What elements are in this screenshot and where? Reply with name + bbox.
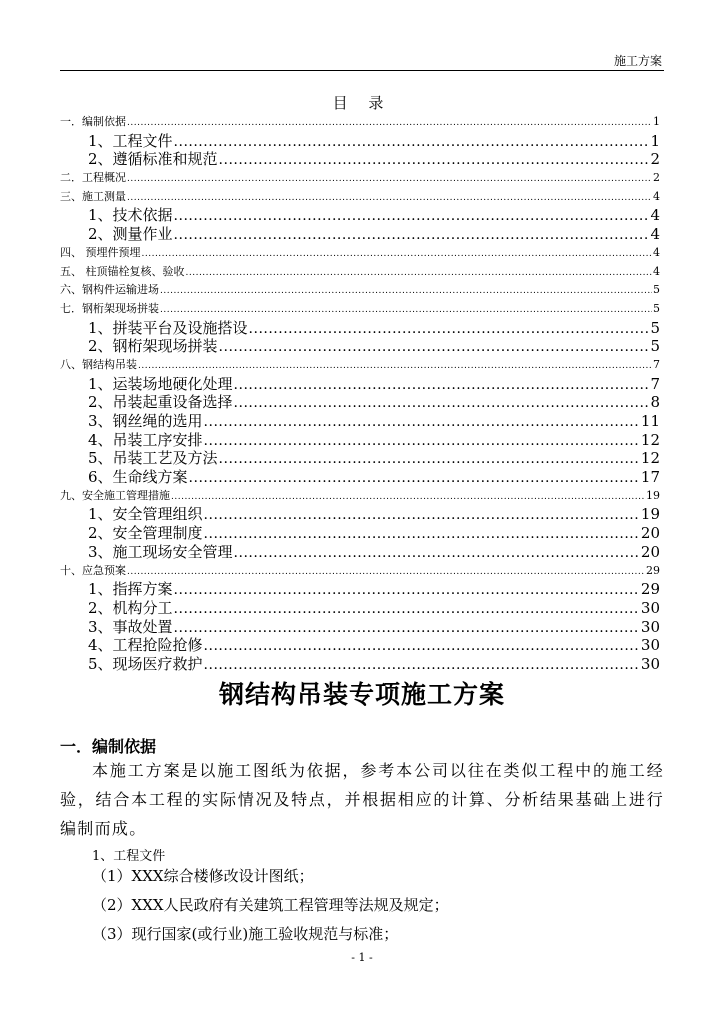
toc-entry-page: 19: [646, 488, 660, 502]
toc-entry-text: 四、 预埋件预埋: [60, 245, 141, 259]
toc-entry-page: 2: [653, 171, 660, 185]
toc-entry-page: 29: [646, 563, 660, 577]
toc-entry-text: 1、工程文件: [88, 131, 173, 150]
toc-entry-text: 一．编制依据: [60, 115, 126, 128]
toc-leader-dots: [234, 393, 650, 413]
toc-entry-page: 12: [640, 430, 660, 449]
toc-entry-text: 七．钢桁架现场拼装: [60, 301, 159, 315]
toc-leader-dots: [160, 281, 652, 301]
toc-entry-text: 二．工程概况: [60, 171, 126, 185]
toc-entry[interactable]: [60, 580, 660, 599]
toc-entry-page: 2: [650, 150, 660, 169]
table-of-contents: [60, 113, 660, 674]
toc-leader-dots: [174, 599, 640, 619]
toc-entry[interactable]: [60, 300, 660, 319]
document-list: [92, 862, 449, 949]
body-paragraph: 本施工方案是以施工图纸为依据，参考本公司以往在类似工程中的施工经验，结合本工程的实际情况及特点，并根据相应的计算、分析结果基础上进行编制而成。: [60, 761, 664, 838]
toc-entry-text: 4、吊装工序安排: [88, 430, 203, 449]
toc-entry-page: 30: [640, 617, 660, 636]
toc-entry-text: 六、钢构件运输进场: [60, 283, 159, 297]
toc-entry-page: 17: [640, 468, 660, 487]
toc-entry[interactable]: [60, 393, 660, 412]
toc-leader-dots: [127, 188, 652, 208]
toc-entry-page: 5: [653, 283, 660, 297]
list-item: （2）XXX人民政府有关建筑工程管理等法规及规定；: [92, 896, 449, 914]
toc-entry[interactable]: [60, 206, 660, 225]
toc-leader-dots: [127, 113, 652, 133]
toc-entry-text: 2、遵循标准和规范: [88, 150, 218, 169]
toc-leader-dots: [204, 655, 640, 675]
toc-entry-page: 20: [640, 524, 660, 543]
toc-entry-page: 5: [650, 337, 660, 356]
toc-entry-page: 4: [650, 225, 660, 244]
toc-entry[interactable]: [60, 169, 660, 188]
toc-entry-page: 5: [653, 301, 660, 315]
toc-entry[interactable]: [60, 188, 660, 207]
toc-leader-dots: [174, 206, 650, 226]
toc-entry[interactable]: [60, 505, 660, 524]
section-heading: 一．编制依据: [60, 737, 157, 756]
toc-entry[interactable]: [60, 599, 660, 618]
toc-entry[interactable]: [60, 468, 660, 487]
toc-entry-page: 7: [650, 374, 660, 393]
toc-entry-text: 八、钢结构吊装: [60, 357, 137, 371]
toc-entry-text: 五、 柱顶锚栓复核、验收: [60, 264, 185, 278]
toc-entry-text: 6、生命线方案: [88, 468, 188, 487]
toc-leader-dots: [142, 244, 653, 264]
toc-leader-dots: [204, 505, 640, 525]
toc-leader-dots: [160, 300, 652, 320]
toc-entry-text: 三、施工测量: [60, 189, 126, 203]
toc-entry-page: 29: [640, 580, 660, 599]
toc-leader-dots: [127, 169, 652, 189]
subsection-heading: 1、工程文件: [92, 849, 166, 864]
toc-leader-dots: [249, 319, 650, 339]
toc-entry-text: 1、技术依据: [88, 206, 173, 225]
toc-entry-page: 19: [640, 505, 660, 524]
toc-entry[interactable]: [60, 319, 660, 338]
toc-entry[interactable]: [60, 543, 660, 562]
toc-entry-text: 2、吊装起重设备选择: [88, 393, 233, 412]
toc-entry-page: 4: [650, 206, 660, 225]
toc-entry[interactable]: [60, 412, 660, 431]
toc-entry-page: 30: [640, 636, 660, 655]
toc-entry-text: 1、拼装平台及设施搭设: [88, 318, 248, 337]
toc-entry-page: 12: [640, 449, 660, 468]
toc-title: 目 录: [332, 94, 392, 112]
toc-leader-dots: [204, 412, 640, 432]
toc-entry-page: 8: [650, 393, 660, 412]
toc-entry-page: 20: [640, 542, 660, 561]
toc-leader-dots: [234, 543, 640, 563]
toc-leader-dots: [204, 524, 640, 544]
toc-entry-text: 2、机构分工: [88, 598, 173, 617]
document-title: 钢结构吊装专项施工方案: [218, 680, 505, 709]
toc-leader-dots: [174, 225, 650, 245]
toc-entry[interactable]: [60, 225, 660, 244]
list-item: （1）XXX综合楼修改设计图纸；: [92, 867, 314, 885]
toc-leader-dots: [127, 562, 645, 582]
toc-entry-page: 4: [653, 245, 660, 259]
toc-leader-dots: [234, 375, 650, 395]
toc-entry-page: 11: [640, 412, 660, 430]
toc-entry-page: 7: [653, 357, 660, 371]
toc-entry[interactable]: [60, 431, 660, 450]
toc-entry[interactable]: [60, 356, 660, 375]
toc-entry[interactable]: [60, 636, 660, 655]
toc-leader-dots: [219, 337, 650, 357]
toc-entry-text: 2、测量作业: [88, 225, 173, 244]
toc-entry-text: 2、安全管理制度: [88, 524, 203, 543]
list-item: （3）现行国家(或行业)施工验收规范与标准；: [92, 925, 399, 943]
toc-entry-text: 九、安全施工管理措施: [60, 488, 170, 502]
toc-entry[interactable]: [60, 263, 660, 282]
toc-leader-dots: [204, 431, 640, 451]
toc-entry-text: 3、钢丝绳的选用: [88, 412, 203, 430]
toc-entry[interactable]: [60, 375, 660, 394]
toc-entry[interactable]: [60, 449, 660, 468]
toc-leader-dots: [219, 150, 650, 170]
toc-entry-page: 1: [650, 131, 660, 150]
toc-entry-page: 4: [653, 189, 660, 203]
toc-entry[interactable]: [60, 524, 660, 543]
toc-entry-text: 十、应急预案: [60, 563, 126, 577]
toc-leader-dots: [189, 468, 640, 488]
page-number: - 1 -: [351, 951, 373, 964]
toc-entry[interactable]: [60, 562, 660, 581]
toc-entry[interactable]: [60, 337, 660, 356]
toc-entry-text: 4、工程抢险抢修: [88, 636, 203, 655]
page-header: 施工方案: [613, 54, 662, 68]
toc-entry-page: 5: [650, 318, 660, 337]
toc-entry[interactable]: [60, 244, 660, 263]
toc-entry[interactable]: [60, 281, 660, 300]
toc-entry-text: 1、指挥方案: [88, 580, 173, 599]
toc-entry-page: 30: [640, 598, 660, 617]
toc-entry-text: 1、运装场地硬化处理: [88, 374, 233, 393]
toc-entry[interactable]: [60, 487, 660, 506]
toc-entry-text: 5、吊装工艺及方法: [88, 449, 218, 468]
toc-entry-text: 1、安全管理组织: [88, 505, 203, 524]
toc-entry-page: 30: [640, 654, 660, 673]
toc-leader-dots: [174, 618, 640, 638]
toc-entry-text: 3、事故处置: [88, 617, 173, 636]
toc-entry[interactable]: [60, 150, 660, 169]
toc-entry-text: 5、现场医疗救护: [88, 654, 203, 673]
toc-leader-dots: [186, 263, 653, 283]
header-divider: [60, 70, 664, 71]
toc-entry-text: 3、施工现场安全管理: [88, 542, 233, 561]
toc-leader-dots: [138, 356, 652, 376]
toc-leader-dots: [174, 132, 650, 152]
toc-entry[interactable]: [60, 655, 660, 674]
toc-entry-page: 4: [653, 264, 660, 278]
toc-entry[interactable]: [60, 113, 660, 132]
toc-entry-text: 2、钢桁架现场拼装: [88, 337, 218, 356]
toc-entry-page: 1: [653, 115, 660, 128]
toc-leader-dots: [171, 487, 645, 507]
toc-leader-dots: [204, 636, 640, 656]
toc-leader-dots: [174, 580, 640, 600]
toc-entry[interactable]: [60, 132, 660, 151]
toc-leader-dots: [219, 449, 640, 469]
toc-entry[interactable]: [60, 618, 660, 637]
